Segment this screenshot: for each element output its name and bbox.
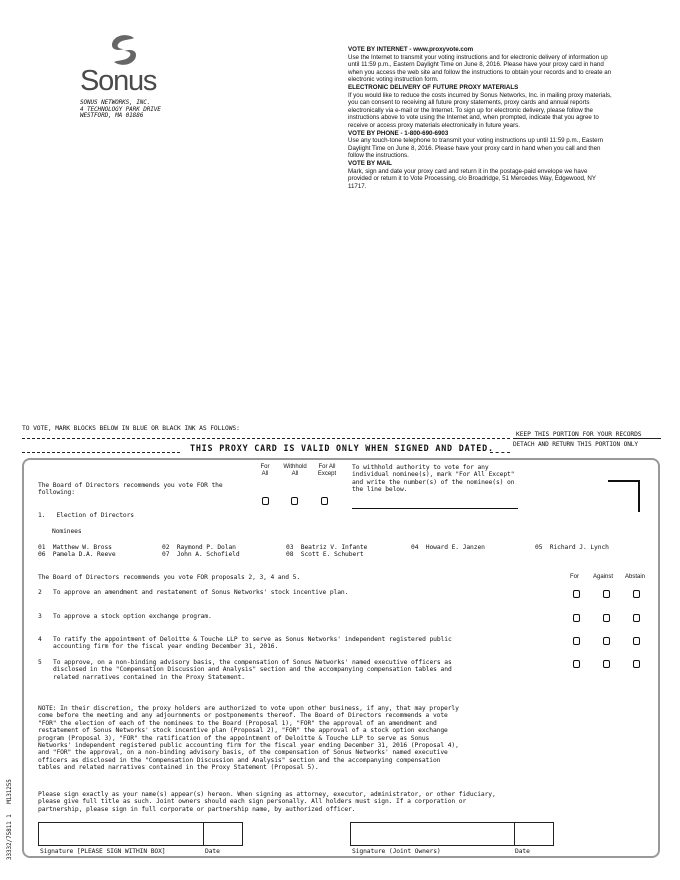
proposal-4-for-checkbox[interactable] [573,637,580,645]
nominee-07: 07 John A. Schofield [162,551,240,558]
signature-box[interactable] [38,822,204,846]
nominee-04: 04 Howard E. Janzen [411,544,485,551]
nominee-06: 06 Pamela D.A. Reeve [38,551,116,558]
vote-internet-text: Use the Internet to transmit your voting instructions and for electronic delivery of information up until 11:59 p.m., Eastern Daylight Time on June 8, 2016. Please have your proxy card in hand when you access the web site and follow the instructions to obtain your records and to create an electronic voting instruction form. [348,53,612,84]
checkbox-for-all-except[interactable] [321,497,328,505]
nominee-08: 08 Scott E. Schubert [286,551,364,558]
col-against: Against [593,574,614,580]
proposal-2-abstain-checkbox[interactable] [633,590,640,598]
vote-phone-text: Use any touch-tone telephone to transmit your voting instructions up until 11:59 p.m., Eastern Daylight Time on June 8, 2016. Please have your proxy card in hand when you call and then follow the instructions. [348,137,604,160]
nominee-number-line[interactable] [352,508,518,509]
proposal-5-against-checkbox[interactable] [603,660,610,668]
checkbox-for-all[interactable] [262,497,269,505]
nominee-05: 05 Richard J. Lynch [535,544,609,551]
signature-joint-box[interactable] [350,822,515,846]
dashed-divider-2 [22,452,180,453]
vote-mail-text: Mark, sign and date your proxy card and return it in the postage-paid envelope we have provided or return it to Vote Processing, c/o Broadridge, 51 Mercedes Way, Edgewood, NY 11717. [348,167,596,190]
keep-underline [513,438,661,439]
logo-text: Sonus [80,65,157,97]
ink-instructions: TO VOTE, MARK BLOCKS BELOW IN BLUE OR BLACK INK AS FOLLOWS: [22,425,240,432]
proposal-3-number: 3 [38,613,42,620]
address-line-3: WESTFORD, MA 01886 [80,112,144,120]
edelivery-heading: ELECTRONIC DELIVERY OF FUTURE PROXY MATERIALS [348,83,519,91]
nominee-02: 02 Raymond P. Dolan [162,544,236,551]
proposal-2-text: To approve an amendment and restatement of Sonus Networks' stock incentive plan. [53,589,349,596]
item-1-label: 1. Election of Directors [38,512,134,519]
col-for-all-except: For All Except [317,464,337,477]
vote-internet-heading: VOTE BY INTERNET - www.proxyvote.com [348,46,474,53]
proposal-3-against-checkbox[interactable] [603,614,610,622]
vote-mail-heading: VOTE BY MAIL [348,159,392,167]
date-box[interactable] [203,822,243,846]
col-for-all: For All [260,464,270,477]
nominee-01: 01 Matthew W. Bross [38,544,112,551]
proposal-4-against-checkbox[interactable] [603,637,610,645]
proposal-5-for-checkbox[interactable] [573,660,580,668]
voting-instructions [348,46,612,190]
checkbox-withhold-all[interactable] [291,497,298,505]
company-address [80,100,161,120]
address-line-2: 4 TECHNOLOGY PARK DRIVE [80,105,161,113]
edelivery-text: If you would like to reduce the costs incurred by Sonus Networks, Inc. in mailing proxy materials, you can consent to receiving all future proxy statements, proxy cards and annual reports electronically via e-mail or the Internet. To sign up for electronic delivery, please follow the instructions above to vote using the Internet and, when prompted, indicate that you agree to receive or access proxy materials electronically in future years. [348,91,612,129]
board-recommends-2: The Board of Directors recommends you vote FOR proposals 2, 3, 4 and 5. [38,574,301,581]
proposal-2-number: 2 [38,589,42,596]
proposal-2-for-checkbox[interactable] [573,590,580,598]
proposal-4-number: 4 [38,636,42,643]
address-line-1: SONUS NETWORKS, INC. [80,99,151,106]
nominee-03: 03 Beatriz V. Infante [286,544,368,551]
col-withhold-all: Withhold All [283,464,307,477]
col-for: For [570,574,579,580]
proposal-3-text: To approve a stock option exchange program. [53,613,212,620]
proposal-5-abstain-checkbox[interactable] [633,660,640,668]
nominees-label: Nominees [52,528,82,535]
proposal-5-text: To approve, on a non-binding advisory basis, the compensation of Sonus Networks' named executive officers as disclosed in the "Compensation Discussion and Analysis" section and the accompanying compensation tables and related narratives contained in the Proxy Statement. [53,659,452,681]
valid-banner: THIS PROXY CARD IS VALID ONLY WHEN SIGNED AND DATED. [190,443,494,453]
signature-label: Signature [PLEASE SIGN WITHIN BOX] [40,848,166,855]
detach-portion-label: DETACH AND RETURN THIS PORTION ONLY [513,441,638,448]
signature-joint-label: Signature (Joint Owners) [352,848,441,855]
proposal-3-abstain-checkbox[interactable] [633,614,640,622]
sonus-swirl-icon [104,32,144,68]
vote-phone-heading: VOTE BY PHONE - 1-800-690-6903 [348,129,449,137]
date-label: Date [205,848,220,855]
sonus-logo [80,32,170,102]
dashed-divider-1 [22,438,510,439]
dashed-divider-3 [490,452,510,453]
note-text: NOTE: In their discretion, the proxy holders are authorized to vote upon other business, if any, that may properly come before the meeting and any adjournments or postponements thereof. The Board of Directors recommends a vote "FOR" the election of each of the nominees to the Board (Proposal 1), "FOR" the approval of an amendment and restatement of Sonus Networks' stock incentive plan (Proposal 2), "FOR" the approval of a stock option exchange program (Proposal 3), "FOR" the ratification of the appointment of Deloitte & Touche LLP to serve as Sonus Networks' independent registered public accounting firm for the fiscal year ending December 31, 2016 (Proposal 4), and "FOR" the approval, on a non-binding advisory basis, of the compensation of Sonus Networks' named executive officers as disclosed in the "Compensation Discussion and Analysis" section and the accompanying compensation tables and related narratives contained in the Proxy Statement (Proposal 5). [38,705,459,772]
corner-mark [608,480,640,512]
date-joint-box[interactable] [514,822,554,846]
date-joint-label: Date [515,848,530,855]
proposal-2-against-checkbox[interactable] [603,590,610,598]
sign-instructions: Please sign exactly as your name(s) appear(s) hereon. When signing as attorney, executor, administrator, or other fiduciary, please give full title as such. Joint owners should each sign personally. All holders must sign. If a corporation or partnership, please sign in full corporate or partnership name, by authorized officer. [38,791,496,813]
withhold-instructions: To withhold authority to vote for any individual nominee(s), mark "For All Except" and write the number(s) of the nominee(s) on the line below. [352,464,515,493]
proposal-5-number: 5 [38,659,42,666]
board-recommends-1: The Board of Directors recommends you vote FOR the following: [38,482,223,497]
proposal-4-text: To ratify the appointment of Deloitte & Touche LLP to serve as Sonus Networks' independent registered public accounting firm for the fiscal year ending December 31, 2016. [53,636,452,651]
keep-portion-label: KEEP THIS PORTION FOR YOUR RECORDS [516,431,642,438]
side-code: 33332/75811 1 M131255 [6,779,13,860]
col-abstain: Abstain [625,574,646,580]
proposal-4-abstain-checkbox[interactable] [633,637,640,645]
proposal-3-for-checkbox[interactable] [573,614,580,622]
